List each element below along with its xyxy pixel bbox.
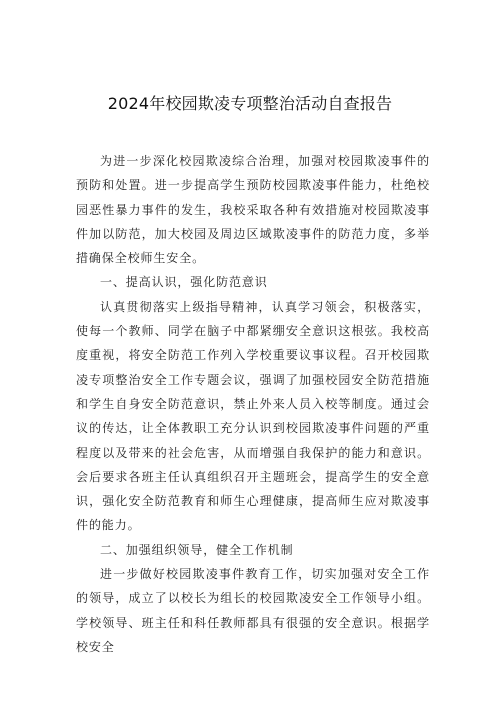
section-2-heading: 二、加强组织领导，健全工作机制 [100, 542, 294, 557]
section-1-heading: 一、提高认识，强化防范意识 [100, 275, 268, 290]
intro-paragraph: 为进一步深化校园欺凌综合治理，加强对校园欺凌事件的预防和处置。进一步提高学生预防校园欺凌事件能力，杜绝校园恶性暴力事件的发生，我校采取各种有效措施对校园欺凌事件加以防范，加大校园及周边区域欺凌事件的防范力度，多举措确保全校师生安全。 [76, 154, 430, 266]
document-title: 2024年校园欺凌专项整治活动自查报告 [107, 94, 393, 113]
section-2-paragraph: 进一步做好校园欺凌事件教育工作，切实加强对安全工作的领导，成立了以校长为组长的校园欺凌安全工作领导小组。学校领导、班主任和科任教师都具有很强的安全意识。根据学校安全 [76, 567, 430, 654]
document-body [76, 149, 430, 659]
section-1-paragraph: 认真贯彻落实上级指导精神，认真学习领会，积极落实，使每一个教师、同学在脑子中都紧绷安全意识这根弦。我校高度重视，将安全防范工作列入学校重要议事议程。召开校园欺凌专项整治安全工作专题会议，强调了加强校园安全防范措施和学生自身安全防范意识，禁止外来人员入校等制度。通过会议的传达，让全体教职工充分认识到校园欺凌事件问题的严重程度以及带来的社会危害，从而增强自我保护的能力和意识。会后要求各班主任认真组织召开主题班会，提高学生的安全意识，强化安全防范教育和师生心理健康，提高师生应对欺凌事件的能力。 [76, 299, 430, 533]
